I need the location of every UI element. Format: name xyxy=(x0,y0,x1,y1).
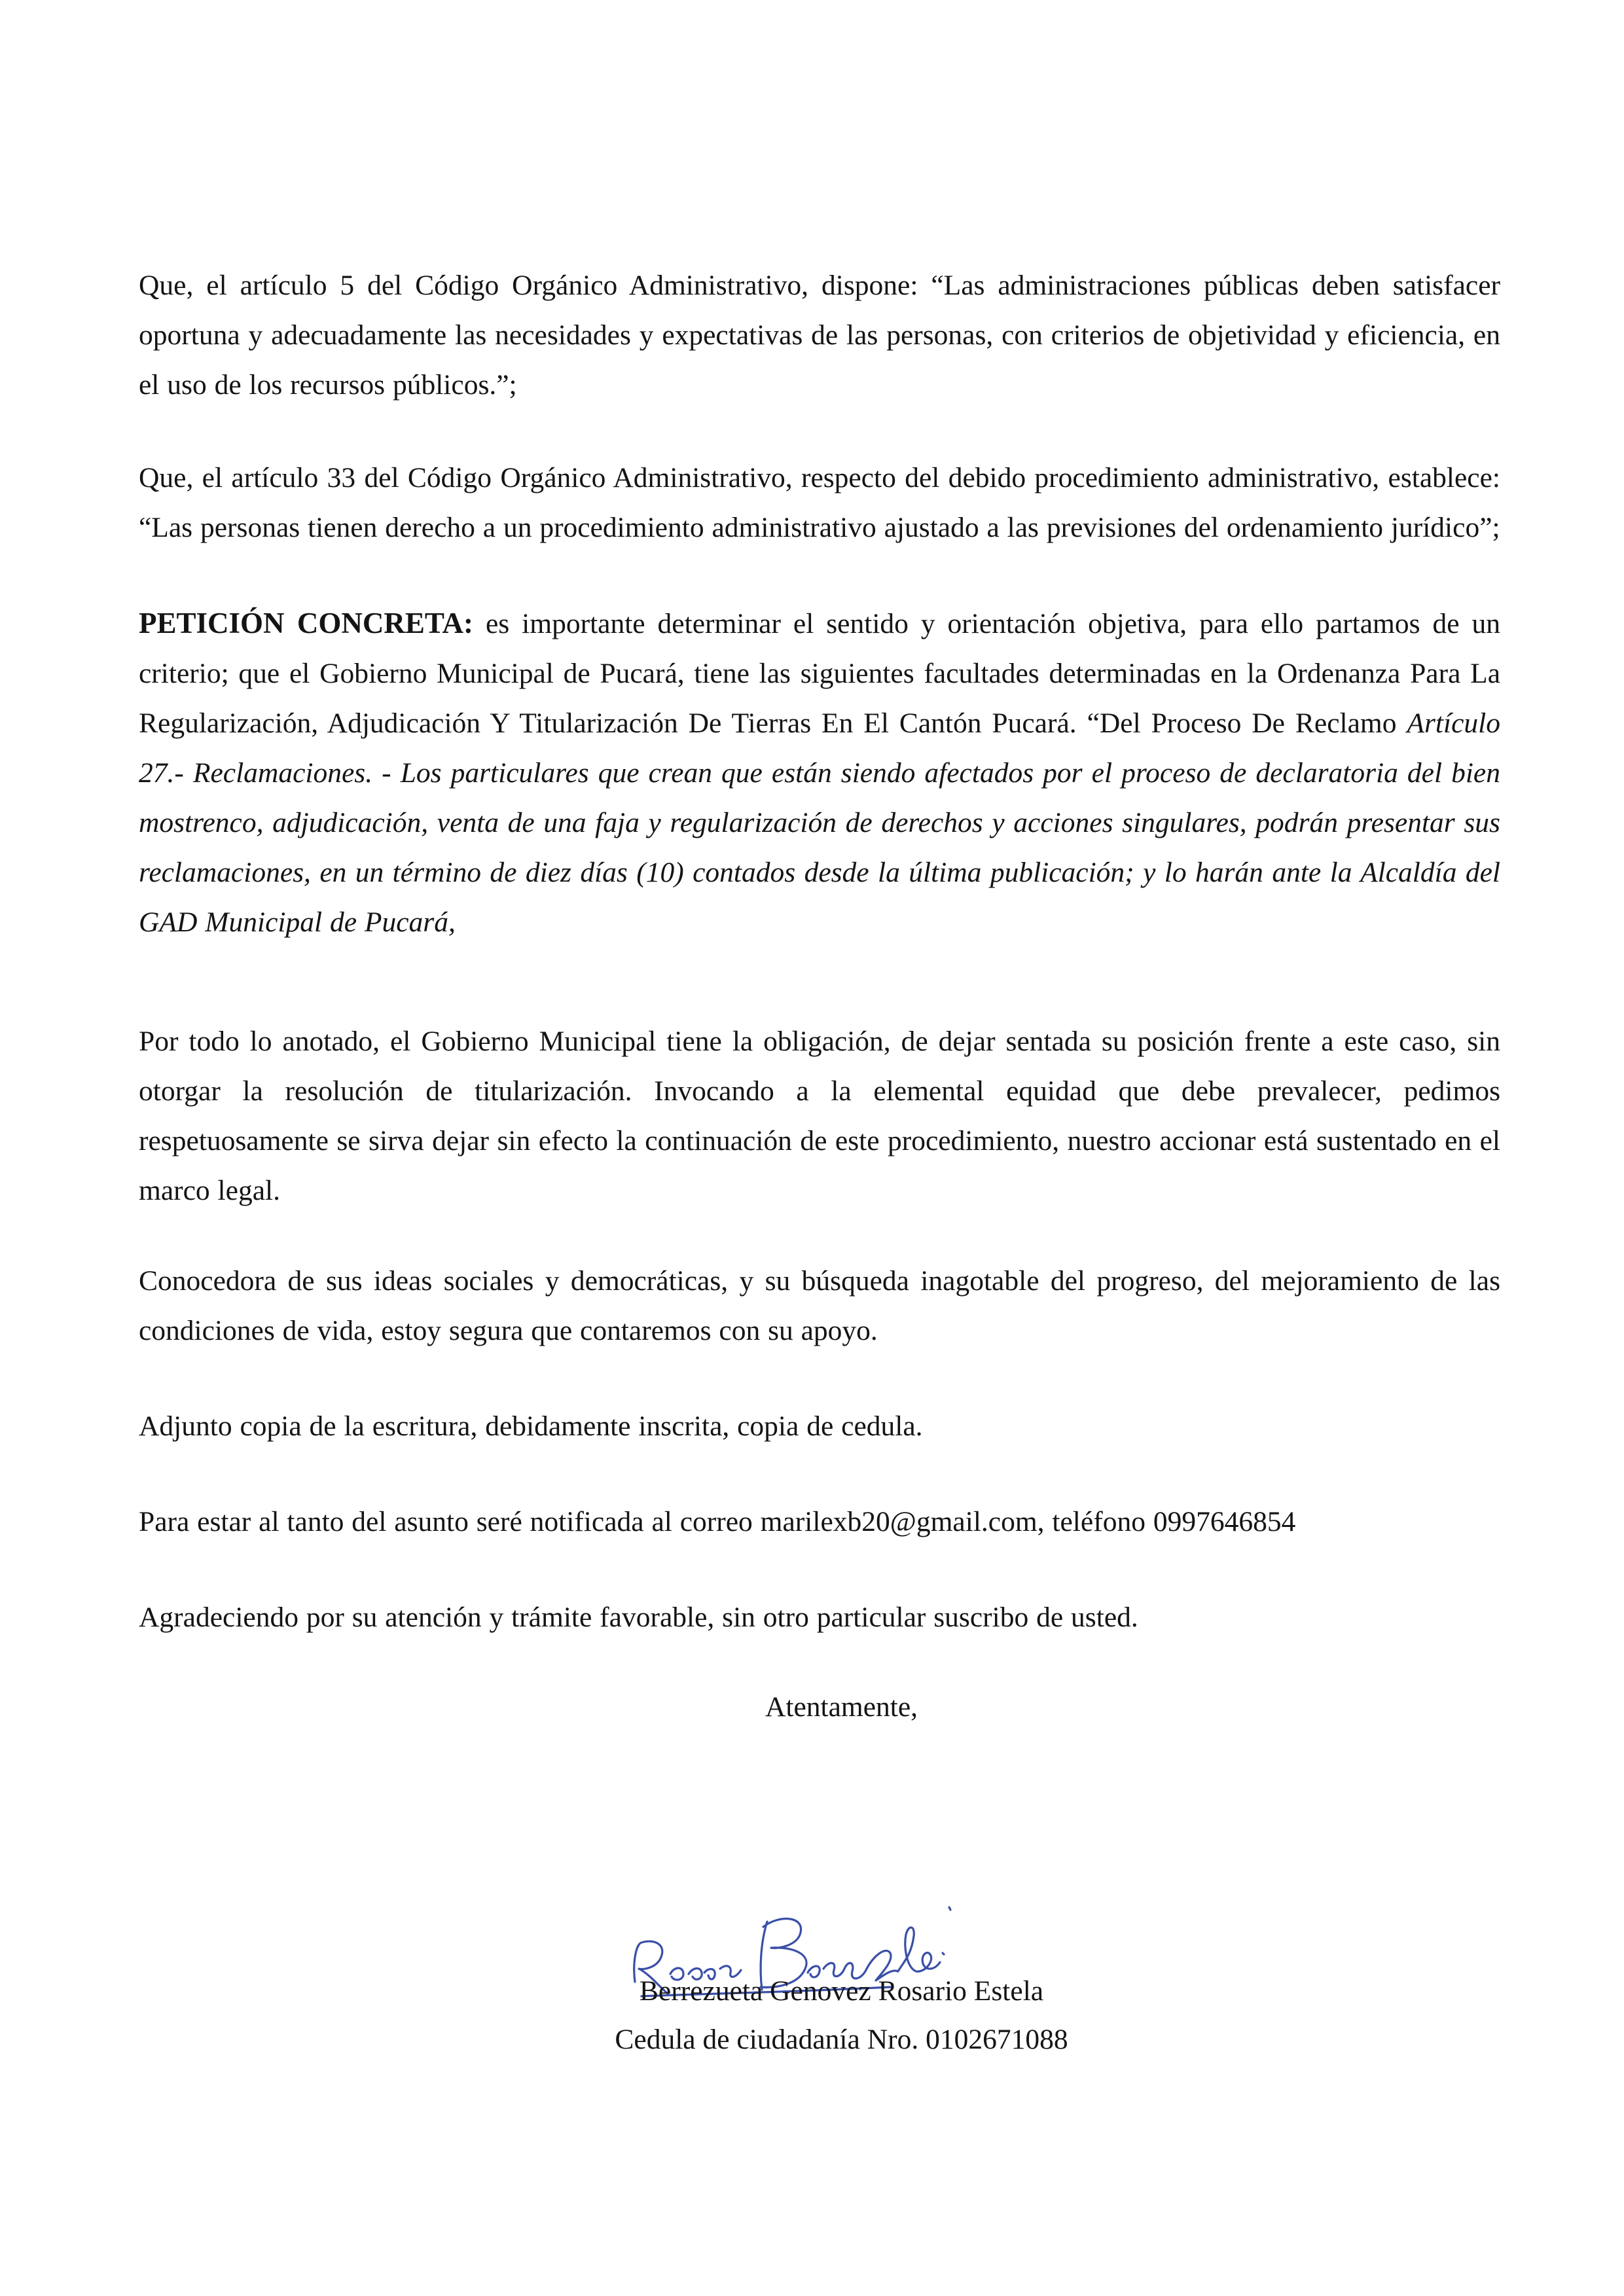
signer-block xyxy=(0,1967,1624,2064)
signer-name: Berrezueta Genovez Rosario Estela xyxy=(639,1975,1044,2007)
signer-id: Cedula de ciudadanía Nro. 0102671088 xyxy=(615,2024,1068,2055)
article-27-quote: Artículo 27.- Reclamaciones. - Los particulares que crean que están siendo afectados por el proceso de declaratoria del bien mostrenco, adjudicación, venta de una faja y regularización de derechos y acciones singulares, podrán presentar sus reclamaciones, en un término de diez días (10) contados desde la última publicación; y lo harán ante la Alcaldía del GAD Municipal de Pucará, xyxy=(139,708,1500,938)
peticion-label: PETICIÓN CONCRETA: xyxy=(139,607,474,639)
paragraph-obligation: Por todo lo anotado, el Gobierno Municipal tiene la obligación, de dejar sentada su posición frente a este caso, sin otorgar la resolución de titularización. Invocando a la elemental equidad que debe prevalecer, pedimos respetuosamente se sirva dejar sin efecto la continuación de este procedimiento, nuestro accionar está sustentado en el marco legal. xyxy=(139,1026,1500,1206)
letter-body xyxy=(139,260,1500,1642)
paragraph-contact: Para estar al tanto del asunto seré notificada al correo marilexb20@gmail.com, teléfono 0997646854 xyxy=(139,1506,1296,1537)
paragraph-support: Conocedora de sus ideas sociales y democráticas, y su búsqueda inagotable del progreso, del mejoramiento de las condiciones de vida, estoy segura que contaremos con su apoyo. xyxy=(139,1265,1500,1346)
paragraph-thanks: Agradeciendo por su atención y trámite favorable, sin otro particular suscribo de usted. xyxy=(139,1602,1138,1633)
paragraph-article-5: Que, el artículo 5 del Código Orgánico Administrativo, dispone: “Las administraciones públicas deben satisfacer oportuna y adecuadamente las necesidades y expectativas de las personas, con criterios de objetividad y eficiencia, en el uso de los recursos públicos.”; xyxy=(139,270,1500,401)
peticion-text: es importante determinar el sentido y orientación objetiva, para ello partamos de un criterio; que el Gobierno Municipal de Pucará, tiene las siguientes facultades determinadas en la Ordenanza Para La Regularización, Adjudicación Y Titularización De Tierras En El Cantón Pucará. “Del Proceso De Reclamo xyxy=(139,608,1500,739)
paragraph-peticion-concreta xyxy=(139,598,1500,947)
paragraph-attachments: Adjunto copia de la escritura, debidamente inscrita, copia de cedula. xyxy=(139,1410,923,1442)
closing-salutation: Atentamente, xyxy=(765,1691,918,1723)
paragraph-article-33: Que, el artículo 33 del Código Orgánico Administrativo, respecto del debido procedimiento administrativo, establece: “Las personas tienen derecho a un procedimiento administrativo ajustado a las previsiones del ordenamiento jurídico”; xyxy=(139,462,1500,543)
